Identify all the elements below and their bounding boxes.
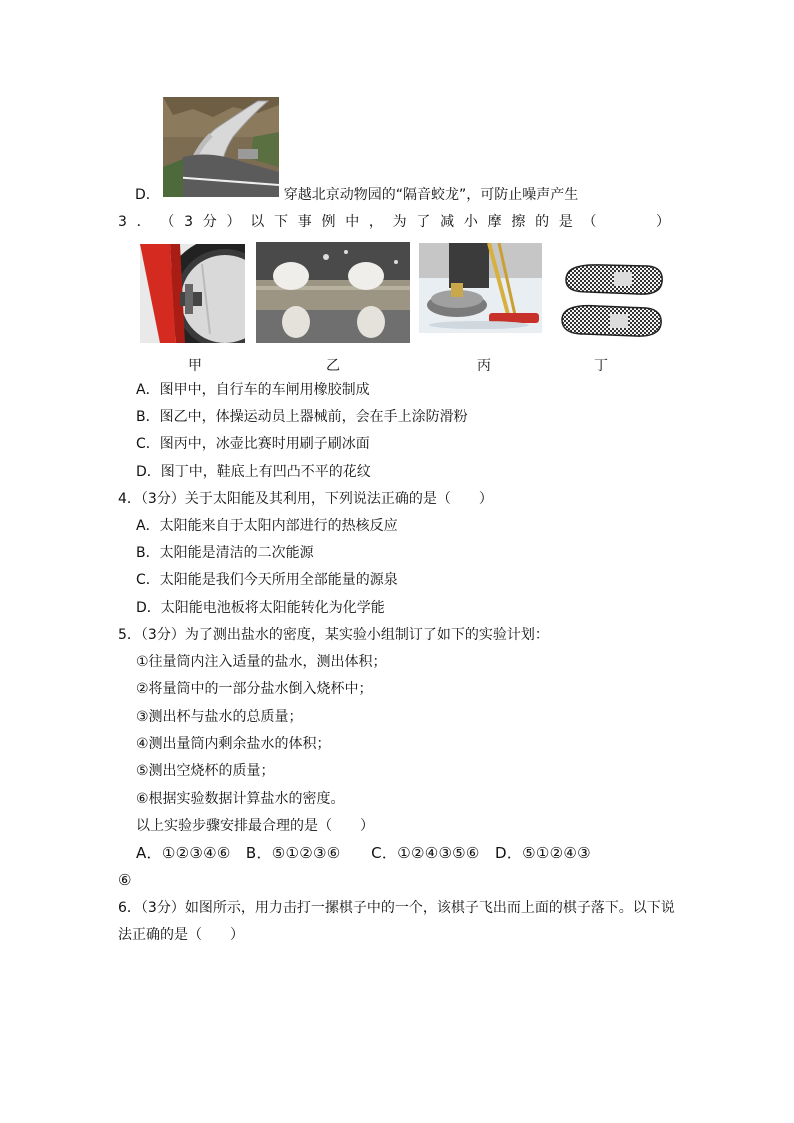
q3-char: （ bbox=[160, 214, 175, 230]
question-6-stem-line2: 法正确的是（ ） bbox=[118, 927, 244, 943]
option-letter: D． bbox=[135, 187, 160, 203]
q3-char: 3 bbox=[118, 214, 127, 230]
q3-char: 小 bbox=[463, 214, 478, 230]
q3-char: 以 bbox=[250, 214, 265, 230]
q3-option-d[interactable]: D．图丁中，鞋底上有凹凸不平的花纹 bbox=[136, 464, 371, 480]
question-4-stem: 4．（3分）关于太阳能及其利用，下列说法正确的是（ ） bbox=[118, 491, 493, 507]
q5-step-6: ⑥根据实验数据计算盐水的密度。 bbox=[136, 791, 345, 807]
q5-step-1: ①往量筒内注入适量的盐水，测出体积； bbox=[136, 654, 387, 670]
q3-option-c[interactable]: C．图丙中，冰壶比赛时用刷子刷冰面 bbox=[136, 436, 370, 452]
caption-jia: 甲 bbox=[188, 358, 202, 374]
noise-barrier-bridge-photo bbox=[163, 97, 279, 197]
q3-char: ） bbox=[226, 214, 241, 230]
bike-brake-photo bbox=[140, 244, 245, 343]
q5-step-2: ②将量筒中的一部分盐水倒入烧杯中； bbox=[136, 681, 373, 697]
q3-option-a[interactable]: A．图甲中，自行车的车闸用橡胶制成 bbox=[136, 382, 370, 398]
q4-option-d[interactable]: D．太阳能电池板将太阳能转化为化学能 bbox=[136, 600, 385, 616]
q3-char: 减 bbox=[440, 214, 455, 230]
gymnast-hands-photo bbox=[256, 242, 410, 343]
caption-ding: 丁 bbox=[594, 358, 608, 374]
q5-options-wrap: ⑥ bbox=[118, 871, 132, 889]
q3-option-b[interactable]: B．图乙中，体操运动员上器械前，会在手上涂防滑粉 bbox=[136, 409, 468, 425]
question-6-stem-line1: 6．（3分）如图所示，用力击打一摞棋子中的一个，该棋子飞出而上面的棋子落下。以下说 bbox=[118, 900, 675, 916]
caption-yi: 乙 bbox=[326, 358, 340, 374]
q3-char: 下 bbox=[273, 214, 288, 230]
q3-char: 摩 bbox=[487, 214, 502, 230]
curling-photo bbox=[419, 243, 542, 333]
q5-options[interactable]: A．①②③④⑥ B．⑤①②③⑥ C．①②④③⑤⑥ D．⑤①②④③ bbox=[136, 844, 591, 862]
q5-step-5: ⑤测出空烧杯的质量； bbox=[136, 763, 275, 779]
q4-option-c[interactable]: C．太阳能是我们今天所用全部能量的源泉 bbox=[136, 572, 398, 588]
q3-char: 的 bbox=[535, 214, 550, 230]
q3-char: ） bbox=[656, 214, 670, 230]
q3-char: 例 bbox=[321, 214, 336, 230]
q4-option-a[interactable]: A．太阳能来自于太阳内部进行的热核反应 bbox=[136, 518, 398, 534]
q4-option-b[interactable]: B．太阳能是清洁的二次能源 bbox=[136, 545, 314, 561]
q5-step-4: ④测出量筒内剩余盐水的体积； bbox=[136, 736, 331, 752]
caption-bing: 丙 bbox=[477, 358, 491, 374]
q3-char: 分 bbox=[202, 214, 217, 230]
q3-char: （ bbox=[582, 214, 597, 230]
q3-char: 事 bbox=[297, 214, 312, 230]
q3-char: 擦 bbox=[511, 214, 526, 230]
shoe-sole-photo bbox=[558, 262, 664, 340]
q3-char: ． bbox=[136, 214, 151, 230]
option-text: 穿越北京动物园的“隔音蛟龙”，可防止噪声产生 bbox=[283, 187, 579, 203]
q5-step-3: ③测出杯与盐水的总质量； bbox=[136, 709, 303, 725]
q3-char: 是 bbox=[558, 214, 573, 230]
option-d-prev bbox=[135, 185, 578, 205]
q3-char: 3 bbox=[184, 214, 194, 230]
q3-char: ， bbox=[368, 214, 383, 230]
question-3-stem bbox=[118, 212, 670, 232]
q3-char: 为 bbox=[392, 214, 407, 230]
q3-char: 了 bbox=[416, 214, 431, 230]
q3-char: 中 bbox=[345, 214, 360, 230]
answer-blank bbox=[606, 212, 646, 232]
question-5-stem: 5．（3分）为了测出盐水的密度，某实验小组制订了如下的实验计划： bbox=[118, 627, 549, 643]
q5-question: 以上实验步骤安排最合理的是（ ） bbox=[136, 818, 374, 834]
